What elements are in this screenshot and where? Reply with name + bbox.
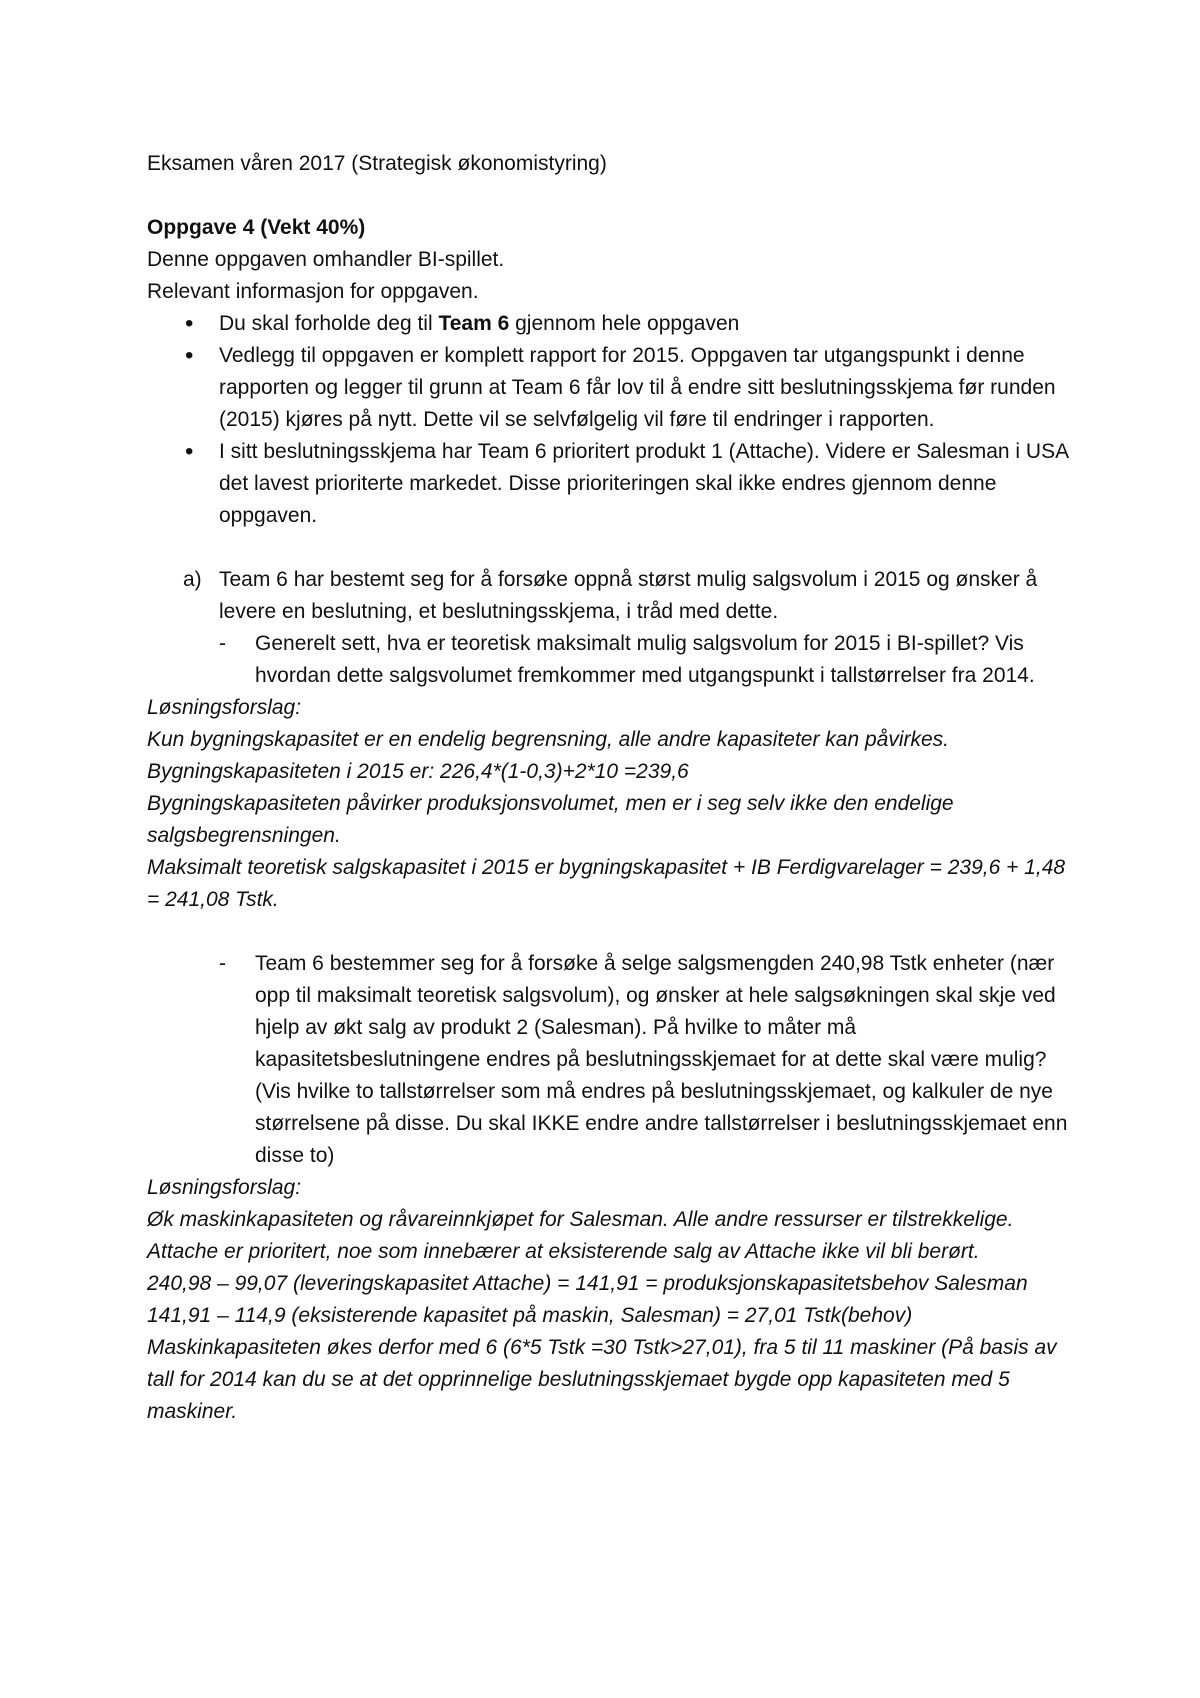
solution-1-line-3: Bygningskapasiteten påvirker produksjonsvolumet, men er i seg selv ikke den endelige salgsbegrensningen. (147, 792, 954, 847)
bullet-1-bold: Team 6 (438, 312, 510, 335)
solution-2 (147, 1172, 1077, 1428)
bullet-item-priorities: • I sitt beslutningsskjema har Team 6 prioritert produkt 1 (Attache). Videre er Salesman i USA det lavest prioriterte markedet. Disse prioriteringen skal ikke endres gjennom denne oppgaven. (147, 436, 1077, 532)
bullet-item-attachment: • Vedlegg til oppgaven er komplett rapport for 2015. Oppgaven tar utgangspunkt i denne rapporten og legger til grunn at Team 6 får lov til å endre sitt beslutningsskjema før runden (2015) kjøres på nytt. Dette vil se selvfølgelig vil føre til endringer i rapporten. (147, 340, 1077, 436)
bullet-item-team (147, 308, 1077, 340)
document-body (147, 148, 1077, 1428)
question-1-text: Generelt sett, hva er teoretisk maksimalt mulig salgsvolum for 2015 i BI-spillet? Vis hvordan dette salgsvolumet fremkommer med utgangspunkt i tallstørrelser fra 2014. (255, 632, 1035, 687)
solution-1-line-4: Maksimalt teoretisk salgskapasitet i 2015 er bygningskapasitet + IB Ferdigvarelager = 239,6 + 1,48 = 241,08 Tstk. (147, 856, 1066, 911)
info-bullet-list (147, 308, 1077, 532)
solution-1-line-2: Bygningskapasiteten i 2015 er: 226,4*(1-0,3)+2*10 =239,6 (147, 760, 689, 783)
question-2-text: Team 6 bestemmer seg for å forsøke å selge salgsmengden 240,98 Tstk enheter (nær opp til maksimalt teoretisk salgsvolum), og ønsker at hele salgsøkningen skal skje ved hjelp av økt salg av produkt 2 (Salesman). På hvilke to måter må kapasitetsbeslutningene endres på beslutningsskjemaet for at dette skal være mulig? (255, 952, 1056, 1071)
solution-1-label: Løsningsforslag: (147, 696, 302, 719)
part-a (147, 564, 1077, 628)
intro-line-2: Relevant informasjon for oppgaven. (147, 280, 479, 303)
solution-2-line-5: Maskinkapasiteten økes derfor med 6 (6*5 Tstk =30 Tstk>27,01), fra 5 til 11 maskiner (På basis av tall for 2014 kan du se at det opprinnelige beslutningsskjemaet bygde opp kapasiteten med 5 maskiner. (147, 1336, 1057, 1423)
question-1 (147, 628, 1077, 692)
task-heading: Oppgave 4 (Vekt 40%) (147, 216, 366, 239)
part-a-text: Team 6 har bestemt seg for å forsøke oppnå størst mulig salgsvolum i 2015 og ønsker å levere en beslutning, et beslutningsskjema, i tråd med dette. (219, 568, 1038, 623)
solution-2-line-1: Øk maskinkapasiteten og råvareinnkjøpet for Salesman. Alle andre ressurser er tilstrekkelige. (147, 1208, 1014, 1231)
part-a-marker: a) (183, 568, 202, 591)
bullet-1-pre: Du skal forholde deg til (219, 312, 439, 335)
solution-1-line-1: Kun bygningskapasitet er en endelig begrensning, alle andre kapasiteter kan påvirkes. (147, 728, 950, 751)
solution-2-line-4: 141,91 – 114,9 (eksisterende kapasitet på maskin, Salesman) = 27,01 Tstk(behov) (147, 1304, 913, 1327)
solution-2-line-2: Attache er prioritert, noe som innebærer at eksisterende salg av Attache ikke vil bli berørt. (147, 1240, 980, 1263)
question-1-dash: - (219, 632, 226, 655)
bullet-1-post: gjennom hele oppgaven (509, 312, 740, 335)
solution-1 (147, 692, 1077, 916)
question-2-dash: - (219, 952, 226, 975)
intro-line-1: Denne oppgaven omhandler BI-spillet. (147, 248, 505, 271)
question-2-note: (Vis hvilke to tallstørrelser som må endres på beslutningsskjemaet, og kalkuler de nye størrelsene på disse. Du skal IKKE endre andre tallstørrelser i beslutningsskjemaet enn disse to) (255, 1080, 1068, 1167)
solution-2-line-3: 240,98 – 99,07 (leveringskapasitet Attache) = 141,91 = produksjonskapasitetsbehov Salesman (147, 1272, 1028, 1295)
document-title: Eksamen våren 2017 (Strategisk økonomistyring) (147, 152, 607, 175)
question-2 (147, 948, 1077, 1172)
solution-2-label: Løsningsforslag: (147, 1176, 302, 1199)
